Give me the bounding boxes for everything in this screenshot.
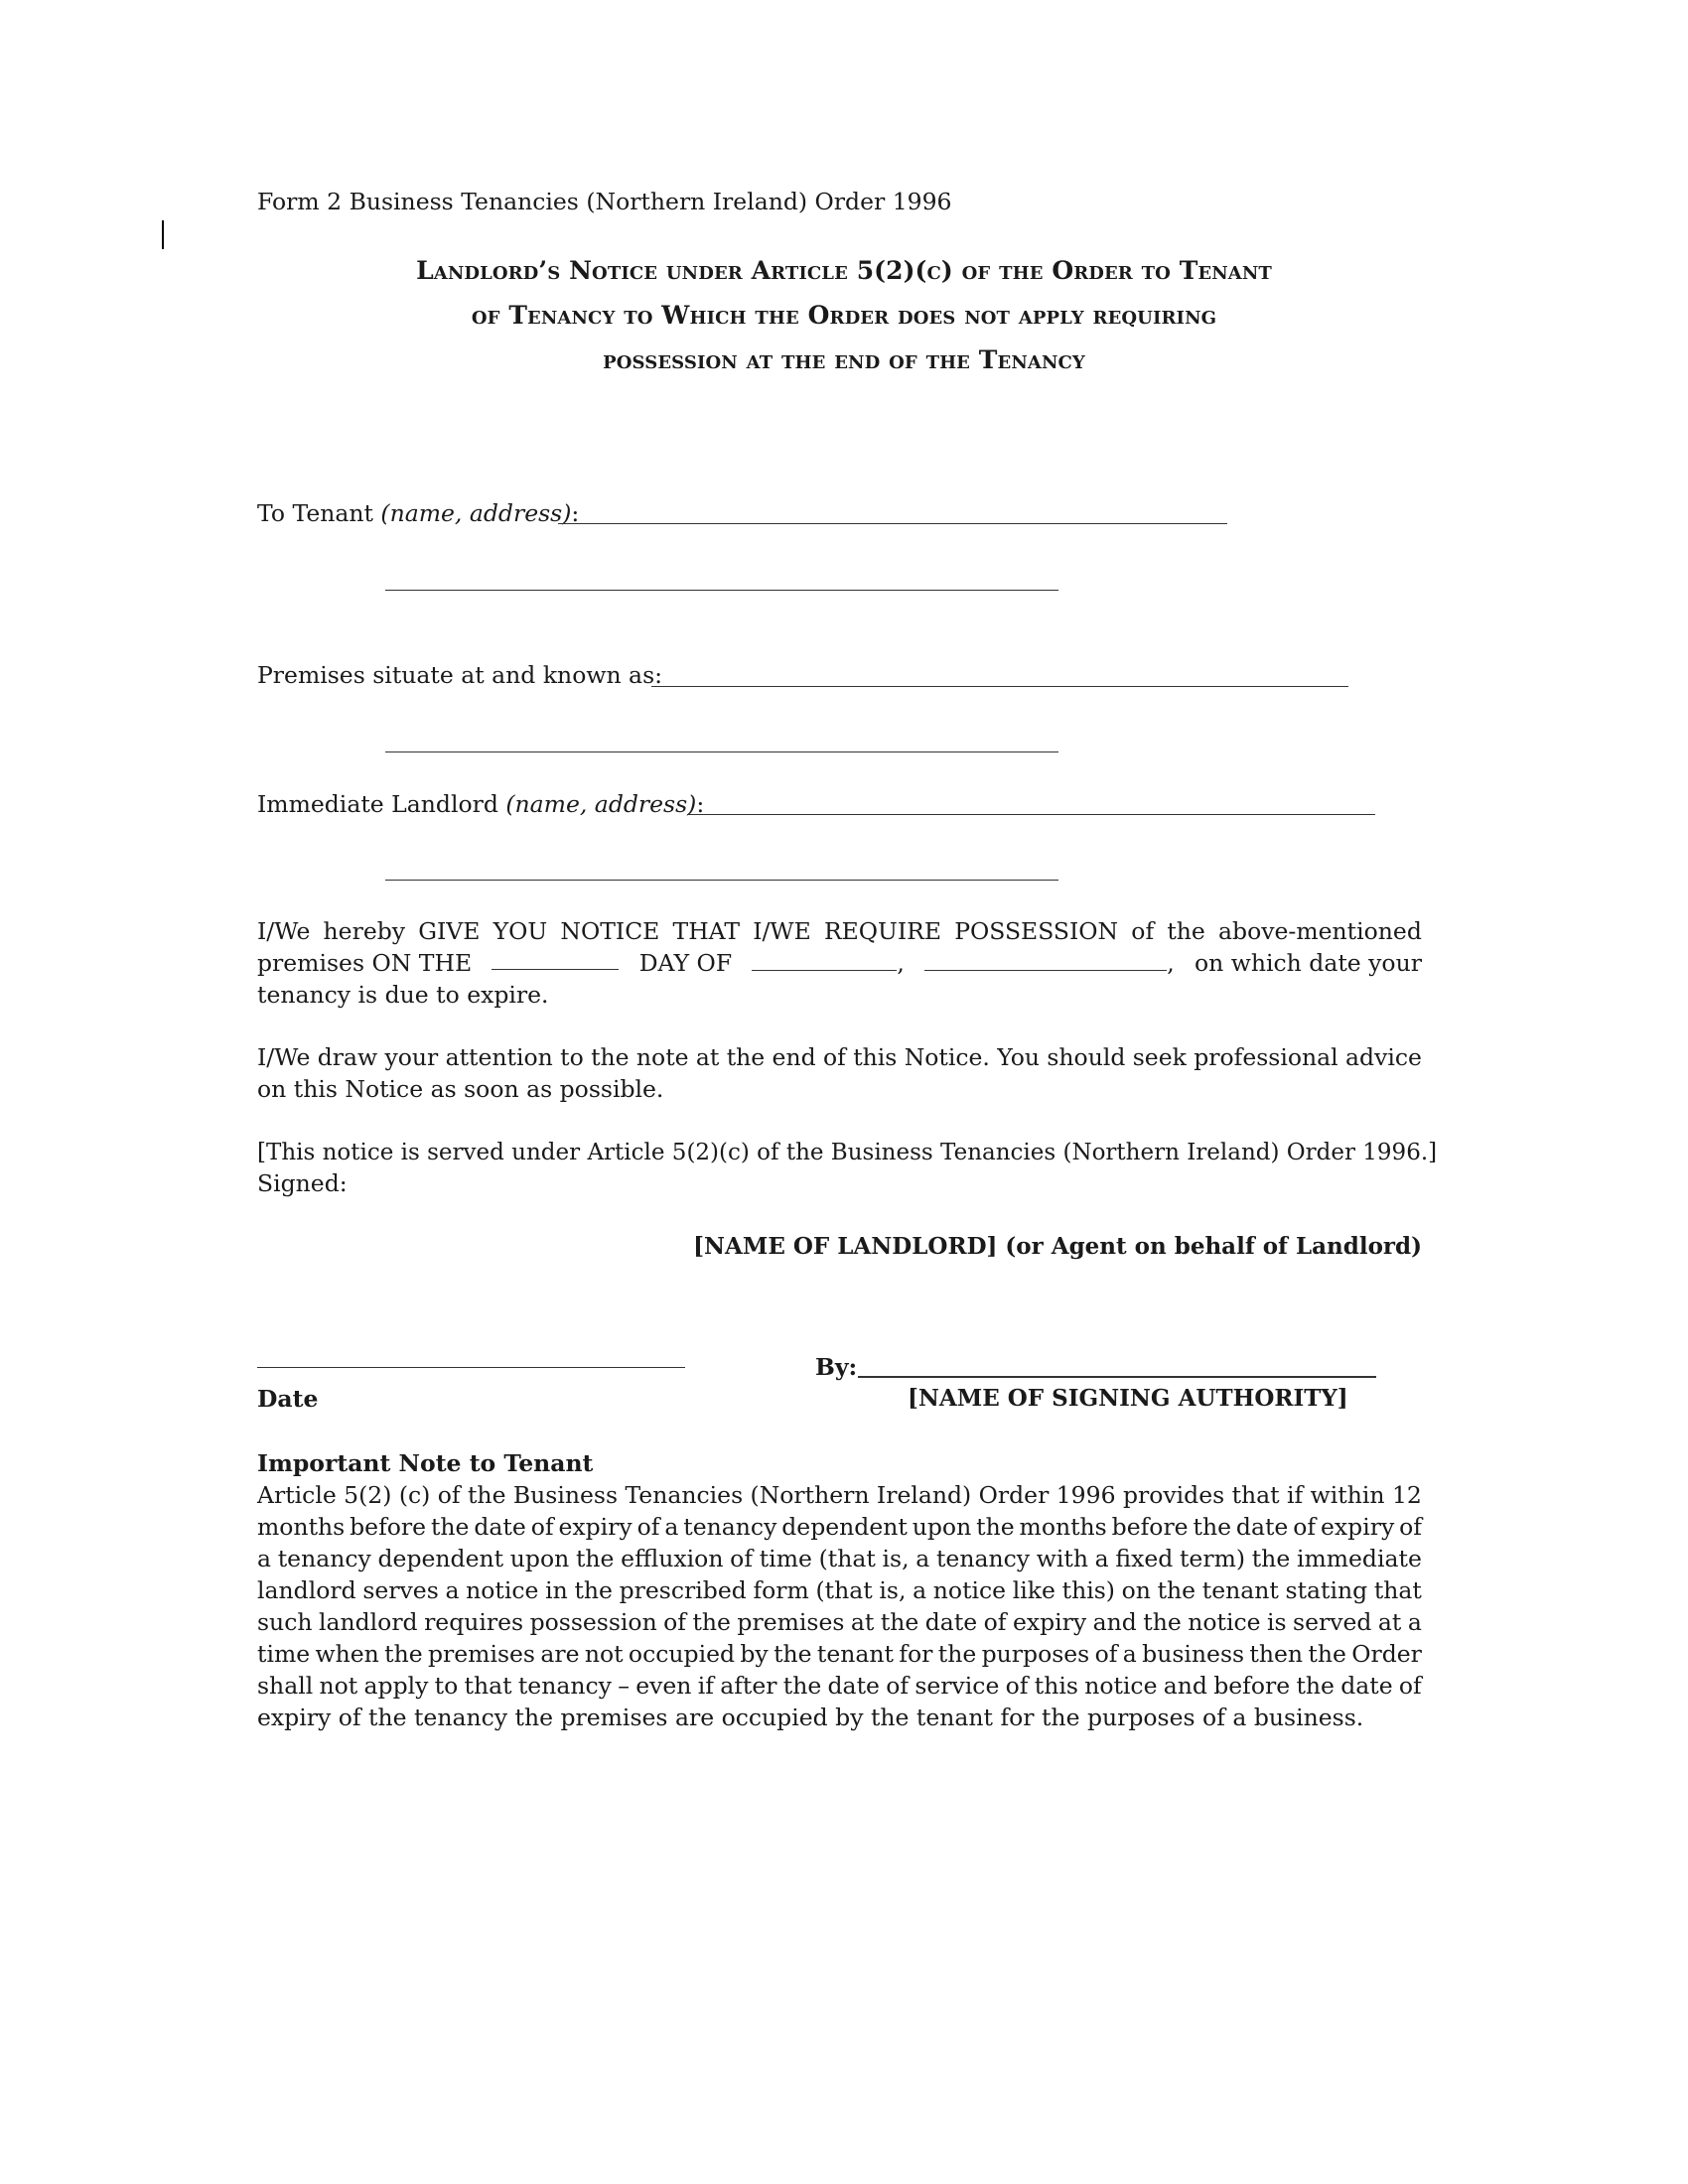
word: draw <box>317 1043 378 1071</box>
tenant-name-line[interactable] <box>558 523 1227 524</box>
landlord-label: Immediate Landlord <box>257 790 506 818</box>
word: that <box>464 1672 512 1700</box>
word: 12 <box>1391 1481 1422 1509</box>
word: the <box>937 1640 977 1668</box>
word: 5(2) <box>344 1481 392 1509</box>
word: to <box>560 1043 584 1071</box>
day-blank[interactable] <box>492 947 619 970</box>
word: – <box>618 1672 630 1700</box>
word: hereby <box>323 917 406 945</box>
word: before <box>1213 1672 1291 1700</box>
word: and <box>1163 1672 1207 1700</box>
word: REQUIRE <box>823 917 941 945</box>
word: fixed <box>1115 1545 1174 1572</box>
word: tenancy <box>277 1545 371 1572</box>
word: to <box>434 1672 459 1700</box>
word: I/We <box>257 1043 311 1071</box>
word: 1996 <box>1055 1481 1116 1509</box>
word: with <box>1036 1545 1088 1572</box>
word: served <box>1293 1608 1372 1636</box>
landlord-label-colon: : <box>696 790 705 818</box>
word: this <box>1034 1672 1078 1700</box>
word: after <box>720 1672 777 1700</box>
premises-line-2[interactable] <box>385 751 1058 752</box>
word: is, <box>879 1576 907 1604</box>
word: by <box>740 1640 769 1668</box>
word: like <box>1012 1576 1055 1604</box>
word: the <box>467 1481 506 1509</box>
word: of <box>636 1513 660 1541</box>
word: NOTICE <box>560 917 660 945</box>
word: prescribed <box>619 1576 747 1604</box>
word: Order <box>1351 1640 1422 1668</box>
word: of <box>437 1481 461 1509</box>
word: premises <box>427 1640 535 1668</box>
attention-line-1 <box>257 1041 1422 1073</box>
word: shall <box>257 1672 314 1700</box>
word: landlord <box>257 1576 356 1604</box>
word: the <box>1193 1513 1231 1541</box>
tenant-label-colon: : <box>571 499 580 527</box>
note-line <box>257 1479 1422 1511</box>
word: when <box>315 1640 379 1668</box>
month-blank[interactable] <box>752 948 897 971</box>
note-heading: Important Note to Tenant <box>257 1449 594 1477</box>
word: your <box>384 1043 439 1071</box>
word: a <box>445 1576 460 1604</box>
word: date <box>827 1672 880 1700</box>
word: note <box>635 1043 689 1071</box>
word: date <box>1340 1672 1393 1700</box>
word: (that <box>815 1576 873 1604</box>
word: (Northern <box>750 1481 870 1509</box>
word: in <box>545 1576 568 1604</box>
landlord-address-line[interactable] <box>385 880 1058 881</box>
word: of <box>886 1672 910 1700</box>
notice-day-of: DAY OF <box>638 949 733 977</box>
date-line[interactable] <box>257 1367 685 1368</box>
word: the <box>692 1608 731 1636</box>
word: even <box>635 1672 692 1700</box>
word: tenancy <box>683 1513 777 1541</box>
word: are <box>540 1640 580 1668</box>
note-line <box>257 1638 1422 1670</box>
word: that <box>1373 1576 1422 1604</box>
served-statement: [This notice is served under Article 5(2)(c) of the Business Tenancies (Northern Ireland) Order 1996.] <box>257 1140 1438 1165</box>
signature-line[interactable] <box>858 1376 1376 1378</box>
word: Order <box>978 1481 1050 1509</box>
note-line <box>257 1574 1422 1606</box>
word: a <box>664 1513 679 1541</box>
title-line-1: Landlord’s Notice under Article 5(2)(c) of the Order to Tenant <box>416 256 1272 285</box>
notice-on-the: premises ON THE <box>257 949 473 977</box>
word: notice <box>466 1576 539 1604</box>
word: before <box>1111 1513 1189 1541</box>
premises-label: Premises situate at and known as: <box>257 661 663 689</box>
word: occupied <box>628 1640 736 1668</box>
word: business <box>1142 1640 1245 1668</box>
word: of <box>730 1545 754 1572</box>
word: Article <box>257 1481 337 1509</box>
landlord-field <box>257 788 704 820</box>
word: upon <box>509 1545 570 1572</box>
title-line-3: possession at the end of the Tenancy <box>603 345 1085 374</box>
word: of <box>983 1608 1007 1636</box>
word: expiry <box>558 1513 633 1541</box>
word: tenancy <box>935 1545 1031 1572</box>
word: end <box>772 1043 816 1071</box>
word: professional <box>1194 1043 1338 1071</box>
word: at <box>695 1043 720 1071</box>
word: a <box>1407 1608 1422 1636</box>
text-cursor <box>162 220 164 249</box>
note-line <box>257 1511 1422 1543</box>
word: service <box>914 1672 1000 1700</box>
word: requires <box>424 1608 524 1636</box>
landlord-label-hint: (name, address) <box>505 790 697 818</box>
word: at <box>850 1608 875 1636</box>
word: stating <box>1285 1576 1368 1604</box>
word: of <box>822 1043 846 1071</box>
notice-comma: , <box>897 949 905 977</box>
word: POSSESSION <box>954 917 1119 945</box>
word: form <box>753 1576 809 1604</box>
word: a <box>1094 1545 1109 1572</box>
tenant-address-line[interactable] <box>385 590 1058 591</box>
word: the <box>976 1513 1015 1541</box>
word: the <box>1167 917 1205 945</box>
signing-authority: [NAME OF SIGNING AUTHORITY] <box>908 1385 1348 1412</box>
word: is, <box>882 1545 910 1572</box>
word: I/WE <box>753 917 811 945</box>
tenant-field <box>257 497 579 529</box>
notice-paragraph <box>257 915 1422 1011</box>
word: notice <box>1188 1608 1261 1636</box>
by-label: By: <box>815 1353 858 1381</box>
notice-line-1 <box>257 915 1422 947</box>
word: of <box>1399 1513 1422 1541</box>
word: advice <box>1345 1043 1422 1071</box>
word: upon <box>912 1513 972 1541</box>
word: dependent <box>377 1545 504 1572</box>
word: notice <box>1084 1672 1158 1700</box>
word: Tenancies <box>625 1481 744 1509</box>
word: a <box>913 1576 927 1604</box>
word: of <box>1131 917 1155 945</box>
word: such <box>257 1608 313 1636</box>
note-last-line: expiry of the tenancy the premises are occupied by the tenant for the purposes of a business. <box>257 1704 1364 1731</box>
date-label: Date <box>257 1385 319 1413</box>
word: expiry <box>1012 1608 1087 1636</box>
word: GIVE <box>418 917 481 945</box>
word: date <box>1235 1513 1289 1541</box>
word: a <box>915 1545 930 1572</box>
word: of <box>1398 1672 1422 1700</box>
attention-line-2: on this Notice as soon as possible. <box>257 1075 664 1103</box>
word: not <box>584 1640 624 1668</box>
word: months <box>1019 1513 1107 1541</box>
notice-line-2 <box>257 947 1422 979</box>
word: attention <box>445 1043 553 1071</box>
notice-line-3: tenancy is due to expire. <box>257 981 549 1009</box>
word: is <box>1267 1608 1287 1636</box>
word: You <box>997 1043 1041 1071</box>
word: the <box>430 1513 470 1541</box>
word: the <box>1251 1545 1291 1572</box>
notice-date-text: on which date your <box>1194 949 1422 977</box>
word: tenant <box>816 1640 894 1668</box>
word: date <box>924 1608 978 1636</box>
word: of <box>1293 1513 1317 1541</box>
word: (that <box>818 1545 876 1572</box>
word: tenancy <box>517 1672 612 1700</box>
landlord-name-line[interactable] <box>687 814 1375 815</box>
note-line <box>257 1670 1422 1702</box>
word: then <box>1249 1640 1304 1668</box>
word: the <box>591 1043 630 1071</box>
word: that <box>1231 1481 1280 1509</box>
word: premises <box>737 1608 845 1636</box>
word: should <box>1047 1043 1126 1071</box>
word: the <box>782 1672 822 1700</box>
word: date <box>474 1513 526 1541</box>
word: at <box>1377 1608 1402 1636</box>
word: (c) <box>398 1481 431 1509</box>
word: for <box>899 1640 933 1668</box>
word: before <box>350 1513 427 1541</box>
tenant-label: To Tenant <box>257 499 381 527</box>
word: Notice. <box>904 1043 990 1071</box>
word: dependent <box>781 1513 908 1541</box>
word: the <box>1296 1672 1335 1700</box>
attention-paragraph <box>257 1041 1422 1105</box>
word: provides <box>1122 1481 1225 1509</box>
word: I/We <box>257 917 311 945</box>
word: if <box>697 1672 714 1700</box>
word: the <box>1157 1576 1196 1604</box>
word: the <box>1143 1608 1182 1636</box>
word: the <box>575 1545 615 1572</box>
word: term) <box>1179 1545 1246 1572</box>
word: landlord <box>318 1608 418 1636</box>
word: THAT <box>672 917 741 945</box>
word: time <box>759 1545 812 1572</box>
page-title <box>199 248 1489 382</box>
word: above-mentioned <box>1218 917 1422 945</box>
word: the <box>574 1576 613 1604</box>
word: effluxion <box>621 1545 724 1572</box>
word: this <box>853 1043 898 1071</box>
word: purposes <box>981 1640 1090 1668</box>
word: the <box>726 1043 766 1071</box>
word: of <box>1005 1672 1029 1700</box>
word: tenant <box>1201 1576 1279 1604</box>
word: a <box>1122 1640 1137 1668</box>
title-line-2: of Tenancy to Which the Order does not apply requiring <box>471 301 1217 330</box>
word: the <box>774 1640 812 1668</box>
word: serves <box>362 1576 439 1604</box>
word: Business <box>512 1481 619 1509</box>
word: this) <box>1061 1576 1115 1604</box>
premises-line[interactable] <box>651 686 1348 687</box>
word: the <box>384 1640 423 1668</box>
year-blank[interactable] <box>924 948 1167 971</box>
word: YOU <box>492 917 548 945</box>
word: immediate <box>1296 1545 1422 1572</box>
word: the <box>1308 1640 1346 1668</box>
note-line <box>257 1606 1422 1638</box>
tenant-label-hint: (name, address) <box>380 499 572 527</box>
word: of <box>1094 1640 1118 1668</box>
notice-comma: , <box>1167 949 1175 977</box>
word: within <box>1310 1481 1385 1509</box>
note-line <box>257 1543 1422 1574</box>
word: notice <box>932 1576 1007 1604</box>
word: and <box>1092 1608 1137 1636</box>
word: of <box>530 1513 554 1541</box>
word: apply <box>363 1672 429 1700</box>
note-paragraph <box>257 1479 1422 1733</box>
word: months <box>257 1513 346 1541</box>
word: expiry <box>1320 1513 1395 1541</box>
landlord-name: [NAME OF LANDLORD] (or Agent on behalf of Landlord) <box>693 1233 1422 1260</box>
word: seek <box>1132 1043 1187 1071</box>
word: not <box>319 1672 358 1700</box>
word: on <box>1121 1576 1151 1604</box>
word: time <box>257 1640 311 1668</box>
signed-label: Signed: <box>257 1169 348 1197</box>
word: possession <box>529 1608 657 1636</box>
word: the <box>880 1608 919 1636</box>
word: Ireland) <box>876 1481 972 1509</box>
word: of <box>663 1608 687 1636</box>
word: if <box>1287 1481 1304 1509</box>
word: a <box>257 1545 272 1572</box>
form-reference: Form 2 Business Tenancies (Northern Ireland) Order 1996 <box>257 188 952 215</box>
